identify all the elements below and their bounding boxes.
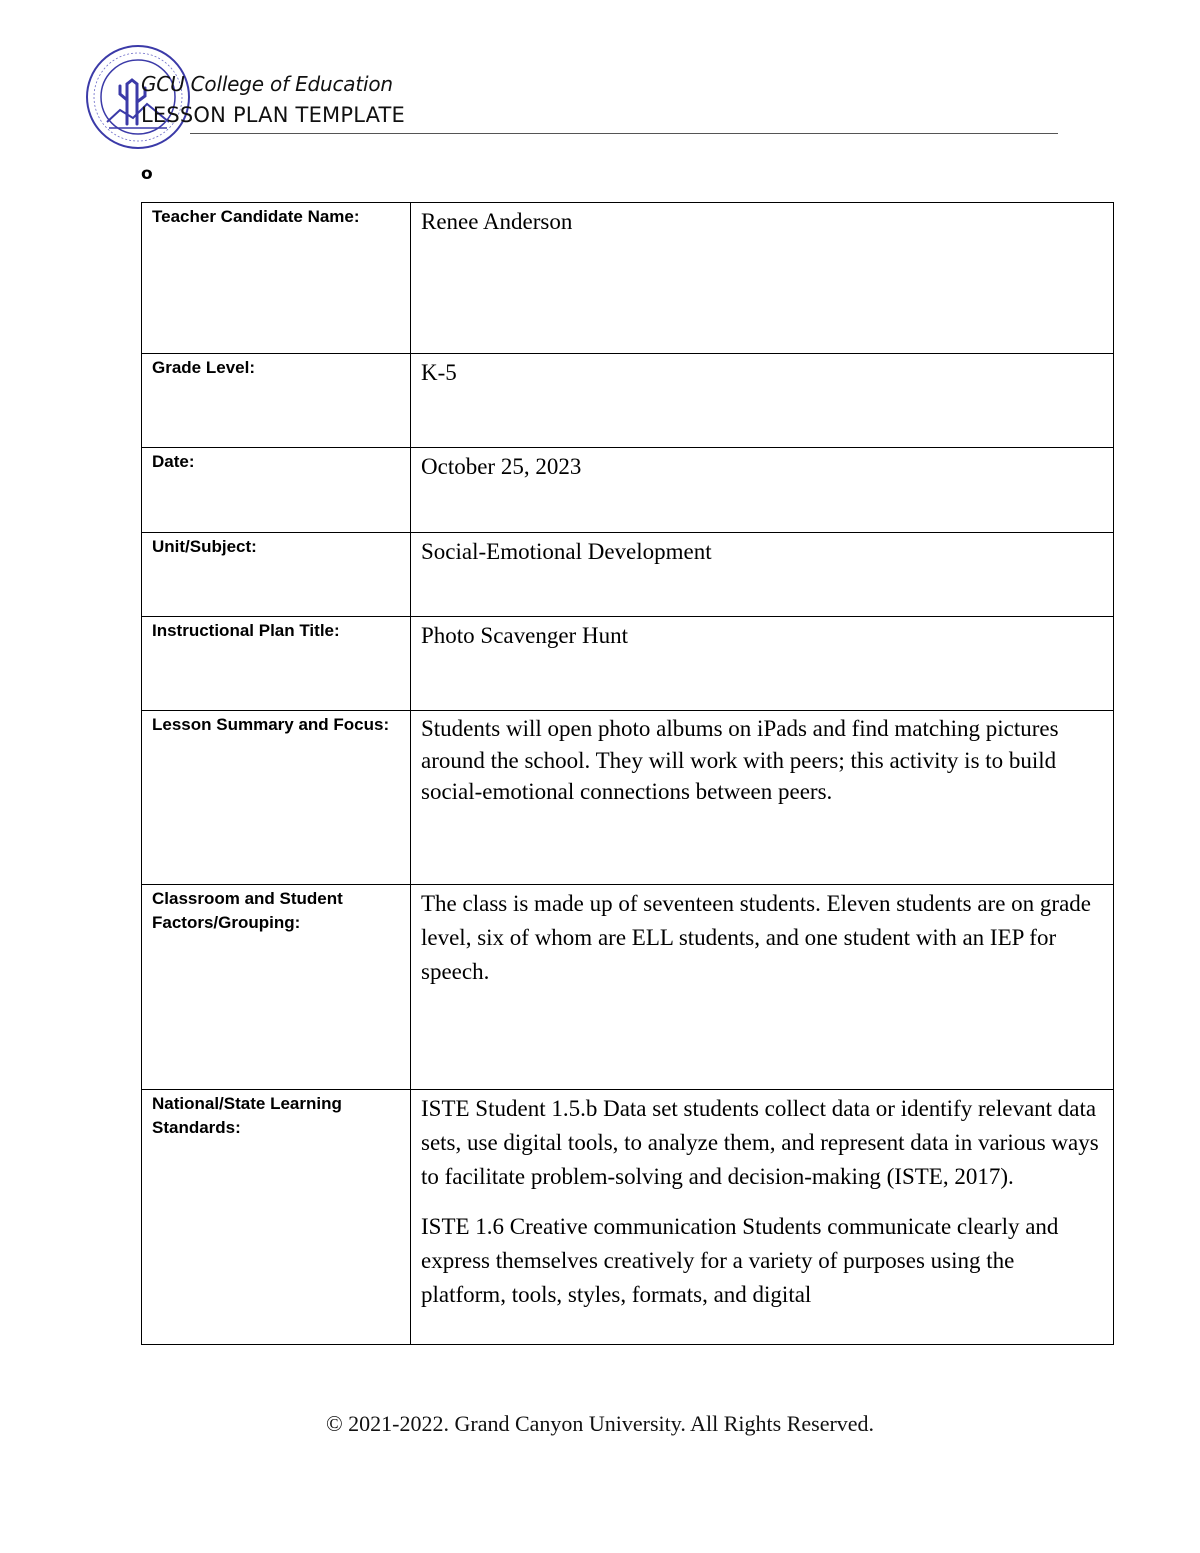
stray-mark: o [141,164,153,184]
value-paragraph: ISTE 1.6 Creative communication Students communicate clearly and express themselves creatively for a variety of purposes using the platform, tools, styles, formats, and digital [421,1214,1059,1307]
field-label-unit-subject: Unit/Subject: [142,533,411,617]
table-row [142,711,1114,885]
value-paragraph: Students will open photo albums on iPads and find matching pictures around the school. They will work with peers; this activity is to build social-emotional connections between peers. [421,716,1059,804]
table-row [142,533,1114,617]
table-row [142,203,1114,354]
field-value-plan-title [411,617,1114,711]
field-label-teacher-name: Teacher Candidate Name: [142,203,411,354]
value-paragraph: Social-Emotional Development [421,539,712,564]
table-row [142,1090,1114,1345]
field-value-grade-level [411,354,1114,448]
value-paragraph: The class is made up of seventeen students. Eleven students are on grade level, six of whom are ELL students, and one student with an IEP for speech. [421,891,1091,984]
field-value-classroom-factors [411,885,1114,1090]
value-paragraph: Photo Scavenger Hunt [421,623,628,648]
table-row [142,354,1114,448]
lesson-plan-table [141,202,1114,1345]
copyright-footer: © 2021-2022. Grand Canyon University. All Rights Reserved. [325,1411,875,1436]
field-label-lesson-summary: Lesson Summary and Focus: [142,711,411,885]
template-title: LESSON PLAN TEMPLATE [141,103,406,127]
college-name: GCU College of Education [141,72,393,96]
field-value-learning-standards [411,1090,1114,1345]
table-row [142,448,1114,533]
university-seal-logo [85,44,191,150]
field-value-lesson-summary [411,711,1114,885]
field-label-plan-title: Instructional Plan Title: [142,617,411,711]
value-paragraph: October 25, 2023 [421,454,582,479]
field-value-date [411,448,1114,533]
field-label-date: Date: [142,448,411,533]
field-label-grade-level: Grade Level: [142,354,411,448]
field-value-teacher-name [411,203,1114,354]
header-divider [190,133,1058,134]
value-paragraph: Renee Anderson [421,209,573,234]
table-row [142,885,1114,1090]
value-paragraph: ISTE Student 1.5.b Data set students collect data or identify relevant data sets, use digital tools, to analyze them, and represent data in various ways to facilitate problem-solving and decision-making (ISTE, 2017). [421,1096,1099,1189]
table-row [142,617,1114,711]
field-label-learning-standards: National/State Learning Standards: [142,1090,411,1345]
value-paragraph: K-5 [421,360,457,385]
field-value-unit-subject [411,533,1114,617]
field-label-classroom-factors: Classroom and Student Factors/Grouping: [142,885,411,1090]
